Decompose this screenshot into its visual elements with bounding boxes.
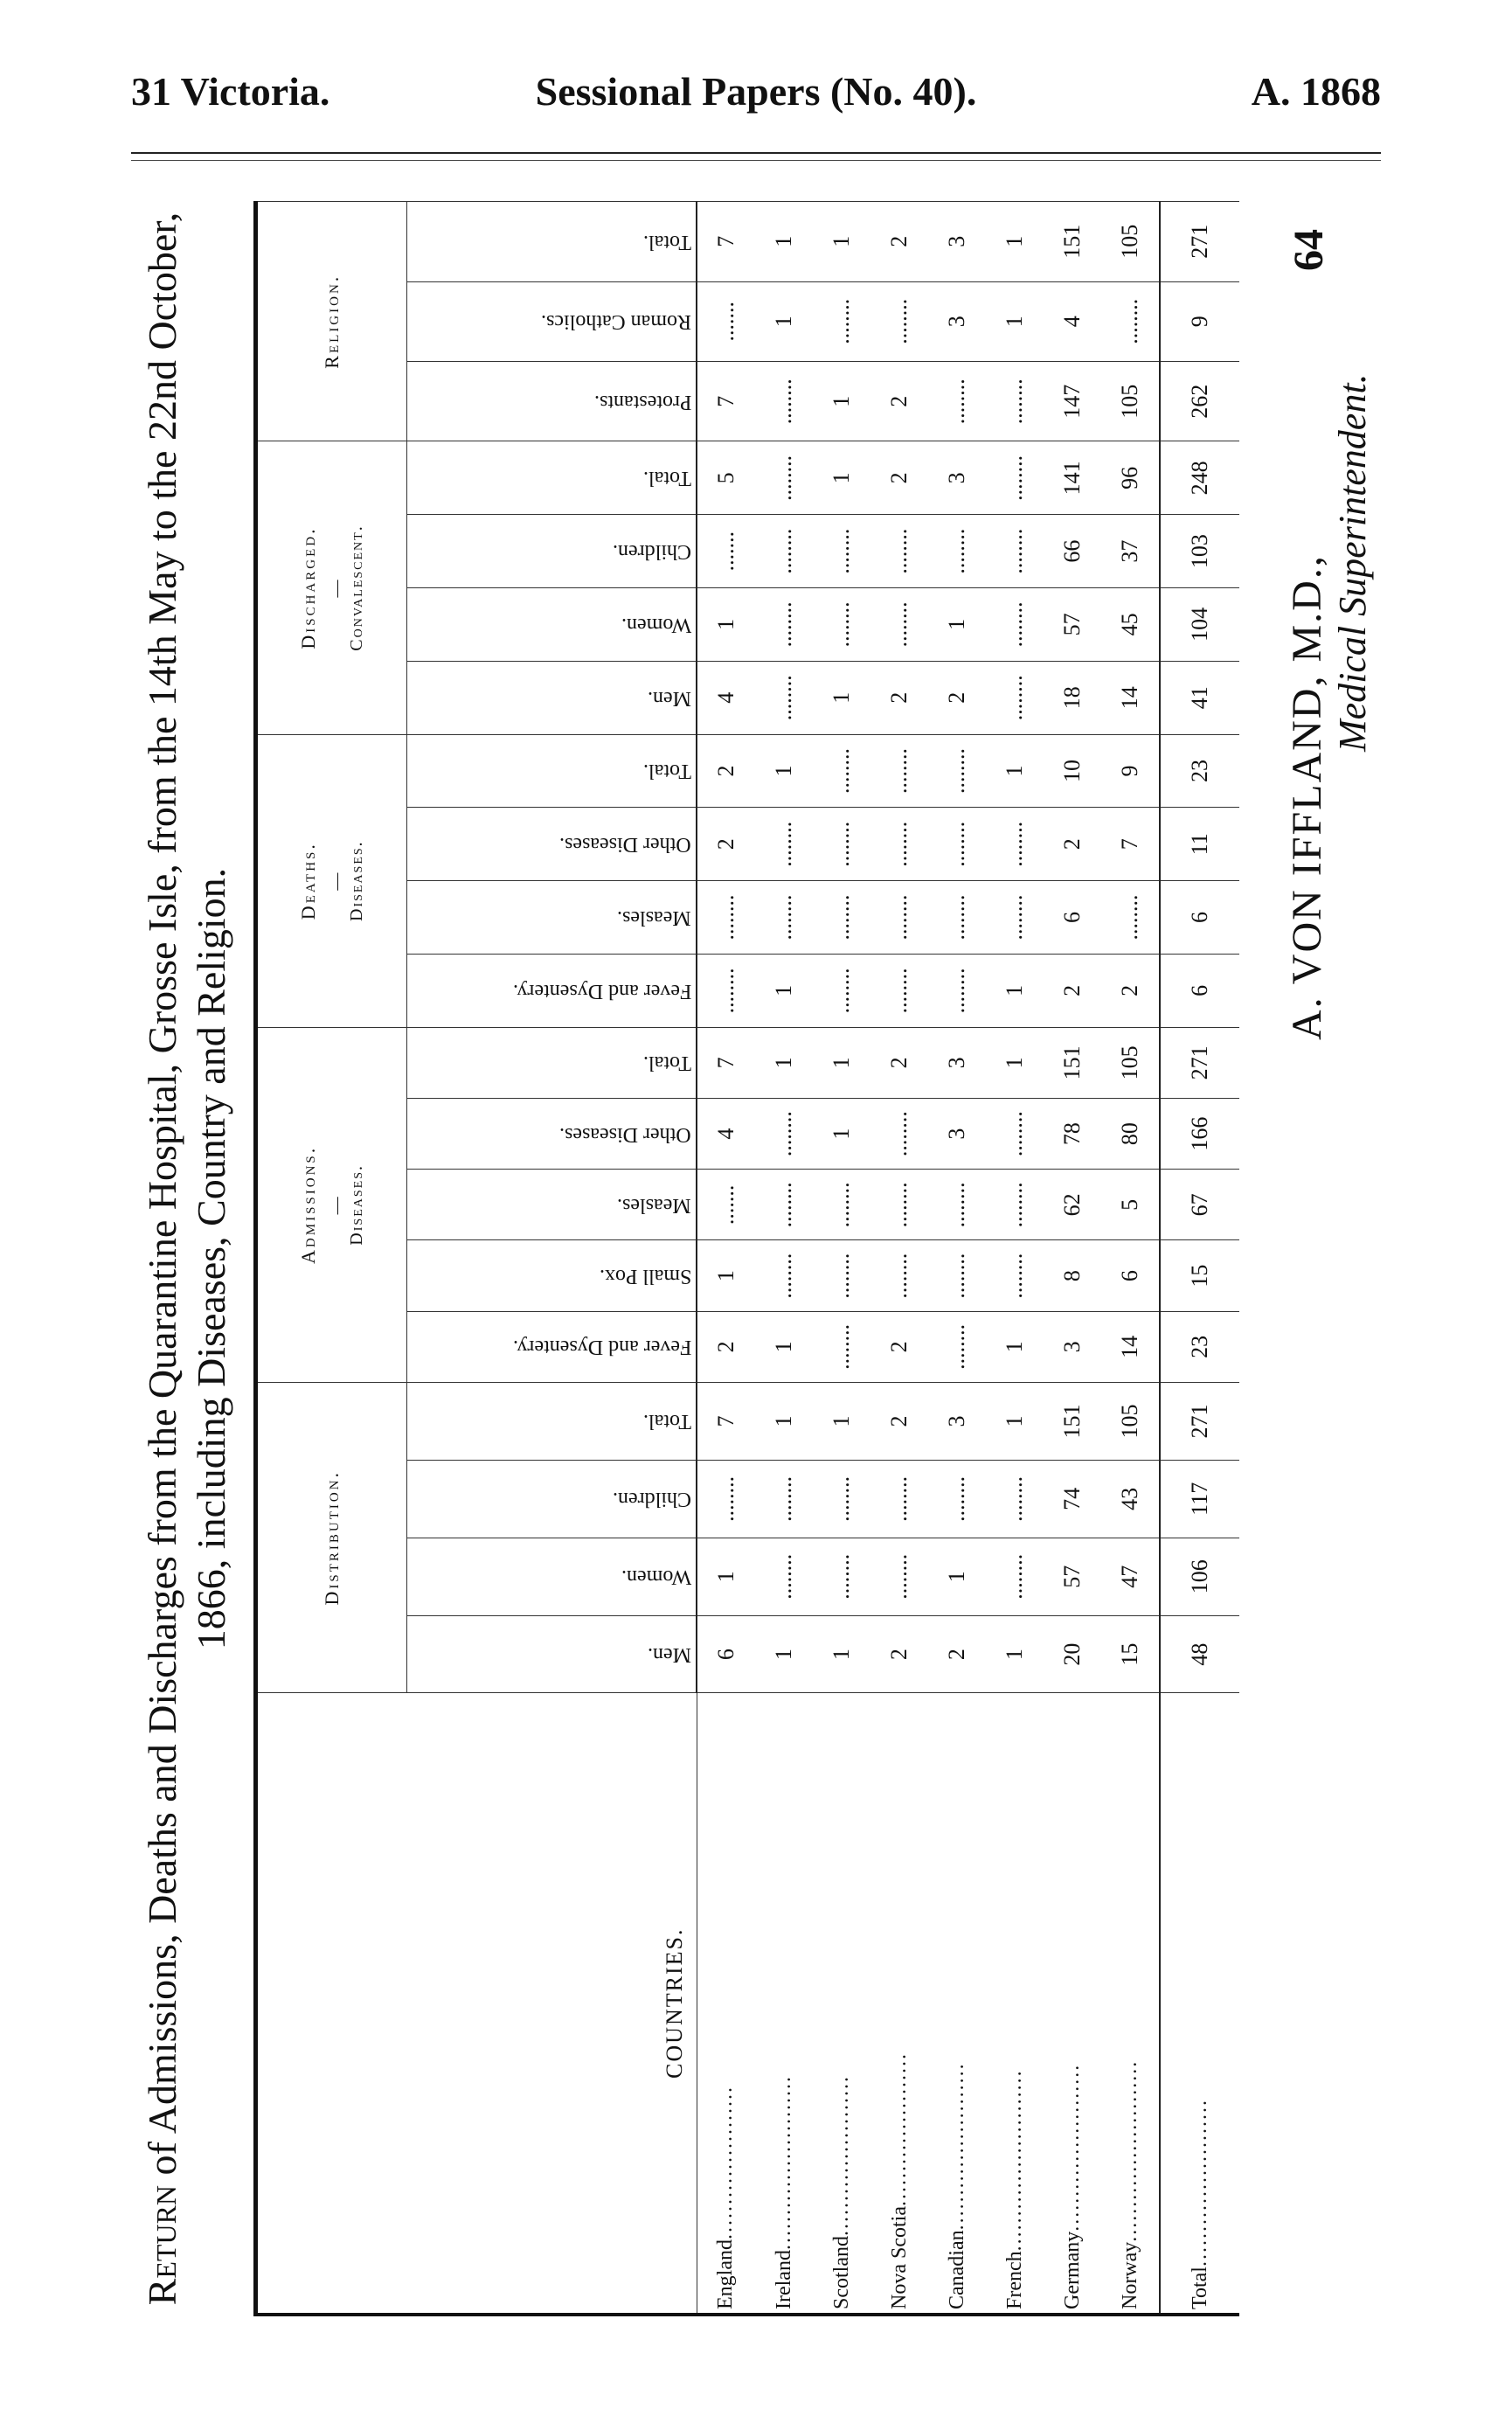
cell-adm-1: ........ [928,1240,986,1311]
table-row [928,202,986,2315]
cell-adm-2: 5 [1101,1170,1160,1240]
cell-dis-0: ........ [755,661,813,734]
cell-dist-0: 6 [697,1615,755,1693]
cell-deaths-3: ........ [813,734,870,808]
cell-dist-2: 117 [1160,1460,1239,1538]
cell-dis-1: ........ [986,588,1044,662]
cell-adm-2: 67 [1160,1170,1239,1240]
cell-adm-2: ........ [755,1170,813,1240]
cell-deaths-3: 10 [1044,734,1101,808]
cell-dis-3: ........ [755,441,813,515]
cell-deaths-1: ........ [986,881,1044,955]
table-row [697,202,755,2315]
header-rule-thin [131,160,1381,161]
cell-dis-0: 14 [1101,661,1160,734]
cell-deaths-3: ........ [870,734,928,808]
cell-deaths-0: 2 [1044,954,1101,1027]
cell-dis-3: 3 [928,441,986,515]
cell-adm-2: ........ [870,1170,928,1240]
cell-rel-2: 1 [813,202,870,282]
cell-deaths-0: ........ [697,954,755,1027]
table-body [697,202,1239,2315]
cell-dist-3: 105 [1101,1383,1160,1461]
cell-dist-1: ........ [813,1538,870,1615]
cell-dist-2: ........ [697,1460,755,1538]
cell-adm-4: 7 [697,1027,755,1098]
cell-dist-2: ........ [986,1460,1044,1538]
cell-adm-2: ........ [928,1170,986,1240]
cell-dist-3: 2 [870,1383,928,1461]
cell-rel-1: ........ [870,281,928,361]
cell-dist-3: 1 [986,1383,1044,1461]
cell-adm-3: ........ [870,1099,928,1170]
cell-deaths-1: ........ [813,881,870,955]
col-header-dis-2: Children. [407,515,697,588]
cell-adm-0: 1 [986,1311,1044,1382]
cell-dist-3: 271 [1160,1383,1239,1461]
cell-dis-1: ........ [813,588,870,662]
cell-dist-2: ........ [870,1460,928,1538]
cell-adm-0: 1 [755,1311,813,1382]
table-row [755,202,813,2315]
cell-deaths-3: 23 [1160,734,1239,808]
cell-dis-3: 96 [1101,441,1160,515]
country-cell: Norway.......................... [1101,1693,1160,2315]
cell-dis-3: ........ [986,441,1044,515]
header-right: A. 1868 [1251,69,1381,114]
cell-adm-3: 4 [697,1099,755,1170]
cell-deaths-1: 6 [1044,881,1101,955]
cell-deaths-3: 2 [697,734,755,808]
cell-adm-3: ........ [986,1099,1044,1170]
cell-adm-1: ........ [755,1240,813,1311]
return-table-wrap [253,201,1239,2316]
col-header-deaths-3: Total. [407,734,697,808]
country-cell: England...................... [697,1693,755,2315]
cell-dist-3: 1 [755,1383,813,1461]
header-center: Sessional Papers (No. 40). [535,69,977,114]
total-row [1160,202,1239,2315]
cell-rel-1: 3 [928,281,986,361]
cell-dist-3: 3 [928,1383,986,1461]
cell-adm-2: 62 [1044,1170,1101,1240]
cell-dis-2: 103 [1160,515,1239,588]
cell-dis-3: 5 [697,441,755,515]
cell-adm-1: 6 [1101,1240,1160,1311]
cell-adm-4: 1 [813,1027,870,1098]
cell-deaths-2: ........ [755,808,813,881]
cell-dist-3: 7 [697,1383,755,1461]
cell-dis-3: 141 [1044,441,1101,515]
cell-dis-1: ........ [870,588,928,662]
cell-dist-2: ........ [813,1460,870,1538]
signature-title: Medical Superintendent. [1331,373,1374,752]
cell-dist-1: 57 [1044,1538,1101,1615]
cell-adm-0: ........ [813,1311,870,1382]
cell-dis-0: 4 [697,661,755,734]
cell-deaths-0: 1 [755,954,813,1027]
rotated-page-content [122,166,1416,2351]
cell-deaths-0: ........ [928,954,986,1027]
table-row [986,202,1044,2315]
col-header-dist-1: Women. [407,1538,697,1615]
cell-dist-3: 151 [1044,1383,1101,1461]
cell-adm-1: ........ [813,1240,870,1311]
cell-dis-0: 2 [928,661,986,734]
cell-deaths-0: ........ [870,954,928,1027]
col-header-dis-0: Men. [407,661,697,734]
cell-deaths-2: ........ [986,808,1044,881]
cell-rel-2: 151 [1044,202,1101,282]
cell-dist-2: 43 [1101,1460,1160,1538]
header-rule [131,152,1381,154]
cell-dist-0: 1 [755,1615,813,1693]
cell-adm-3: ........ [755,1099,813,1170]
col-header-dist-3: Total. [407,1383,697,1461]
group-discharged: Discharged. — Convalescent. [256,441,407,734]
cell-dis-2: ....... [697,515,755,588]
cell-rel-2: 1 [986,202,1044,282]
cell-deaths-1: ........ [755,881,813,955]
cell-rel-2: 7 [697,202,755,282]
cell-deaths-3: 9 [1101,734,1160,808]
table-row [1101,202,1160,2315]
cell-adm-3: 78 [1044,1099,1101,1170]
cell-dis-3: 248 [1160,441,1239,515]
cell-adm-2: ....... [697,1170,755,1240]
cell-rel-0: 105 [1101,362,1160,441]
group-admissions: Admissions. — Diseases. [256,1027,407,1382]
cell-dis-2: ........ [928,515,986,588]
cell-dist-0: 2 [928,1615,986,1693]
header-left: 31 Victoria. [131,69,330,114]
cell-dis-2: 66 [1044,515,1101,588]
col-header-adm-3: Other Diseases. [407,1099,697,1170]
cell-dis-3: 2 [870,441,928,515]
cell-rel-1: 9 [1160,281,1239,361]
cell-deaths-0: ........ [813,954,870,1027]
cell-dis-2: 37 [1101,515,1160,588]
table-row [813,202,870,2315]
cell-dis-0: 2 [870,661,928,734]
signature-name: A. VON IFFLAND, M.D., [1284,554,1330,1040]
cell-dist-0: 1 [813,1615,870,1693]
table-title [138,201,236,2316]
col-header-deaths-0: Fever and Dysentery. [407,954,697,1027]
cell-adm-4: 151 [1044,1027,1101,1098]
countries-header: COUNTRIES. [256,1693,697,2315]
cell-adm-3: 3 [928,1099,986,1170]
col-header-deaths-2: Other Diseases. [407,808,697,881]
cell-dist-3: 1 [813,1383,870,1461]
group-distribution: Distribution. [256,1383,407,1694]
cell-adm-4: 271 [1160,1027,1239,1098]
cell-adm-4: 1 [986,1027,1044,1098]
cell-rel-0: ........ [986,362,1044,441]
col-header-adm-4: Total. [407,1027,697,1098]
cell-dist-1: ........ [870,1538,928,1615]
cell-dis-2: ........ [986,515,1044,588]
cell-rel-2: 2 [870,202,928,282]
cell-dist-1: 47 [1101,1538,1160,1615]
cell-adm-0: 3 [1044,1311,1101,1382]
cell-deaths-0: 1 [986,954,1044,1027]
cell-deaths-1: ........ [697,881,755,955]
cell-adm-3: 1 [813,1099,870,1170]
country-cell: Canadian........................ [928,1693,986,2315]
cell-rel-2: 1 [755,202,813,282]
cell-deaths-3: 1 [755,734,813,808]
title-lead: Return [140,2184,184,2306]
cell-adm-1: ........ [986,1240,1044,1311]
cell-dis-2: ........ [870,515,928,588]
cell-dis-2: ........ [813,515,870,588]
cell-deaths-2: ........ [870,808,928,881]
cell-rel-0: 262 [1160,362,1239,441]
cell-rel-0: 147 [1044,362,1101,441]
cell-adm-2: ........ [813,1170,870,1240]
cell-dis-1: 1 [928,588,986,662]
cell-adm-1: 15 [1160,1240,1239,1311]
cell-dist-1: ........ [755,1538,813,1615]
cell-dis-0: ........ [986,661,1044,734]
col-header-adm-1: Small Pox. [407,1240,697,1311]
cell-adm-0: 14 [1101,1311,1160,1382]
cell-dist-1: 106 [1160,1538,1239,1615]
signature-block [1285,201,1376,1040]
cell-dist-2: 74 [1044,1460,1101,1538]
return-table [253,201,1239,2316]
cell-rel-2: 271 [1160,202,1239,282]
col-header-adm-2: Measles. [407,1170,697,1240]
cell-dis-0: 41 [1160,661,1239,734]
table-row [1044,202,1101,2315]
cell-dis-0: 1 [813,661,870,734]
cell-deaths-2: ........ [813,808,870,881]
cell-dist-0: 2 [870,1615,928,1693]
cell-deaths-1: 6 [1160,881,1239,955]
cell-rel-1: 4 [1044,281,1101,361]
cell-rel-0: 7 [697,362,755,441]
cell-dist-2: ........ [928,1460,986,1538]
cell-deaths-0: 6 [1160,954,1239,1027]
group-religion: Religion. [256,202,407,441]
cell-dist-1: 1 [928,1538,986,1615]
cell-deaths-2: 2 [697,808,755,881]
cell-rel-2: 105 [1101,202,1160,282]
col-header-dist-2: Children. [407,1460,697,1538]
cell-adm-3: 166 [1160,1099,1239,1170]
cell-adm-0: ........ [928,1311,986,1382]
cell-adm-2: ........ [986,1170,1044,1240]
cell-adm-4: 3 [928,1027,986,1098]
country-cell: Ireland......................... [755,1693,813,2315]
country-cell: Nova Scotia...................... [870,1693,928,2315]
col-header-dist-0: Men. [407,1615,697,1693]
cell-deaths-0: 2 [1101,954,1160,1027]
table-row [870,202,928,2315]
cell-deaths-1: ........ [1101,881,1160,955]
group-header-row [256,202,407,2315]
col-header-rel-2: Total. [407,202,697,282]
cell-adm-4: 2 [870,1027,928,1098]
cell-rel-2: 3 [928,202,986,282]
cell-adm-4: 1 [755,1027,813,1098]
page-number: 64 [1286,229,1332,271]
cell-rel-0: ........ [755,362,813,441]
cell-adm-1: 1 [697,1240,755,1311]
cell-dis-1: 1 [697,588,755,662]
cell-dis-2: ........ [755,515,813,588]
cell-dis-0: 18 [1044,661,1101,734]
cell-adm-4: 105 [1101,1027,1160,1098]
cell-rel-0: 2 [870,362,928,441]
cell-adm-1: ........ [870,1240,928,1311]
cell-dist-1: 1 [697,1538,755,1615]
cell-dis-1: 57 [1044,588,1101,662]
cell-deaths-3: ........ [928,734,986,808]
cell-deaths-1: ........ [928,881,986,955]
cell-dist-0: 15 [1101,1615,1160,1693]
cell-deaths-3: 1 [986,734,1044,808]
cell-adm-1: 8 [1044,1240,1101,1311]
cell-rel-1: 1 [986,281,1044,361]
cell-rel-1: ....... [697,281,755,361]
col-header-dis-3: Total. [407,441,697,515]
cell-rel-0: 1 [813,362,870,441]
col-header-adm-0: Fever and Dysentery. [407,1311,697,1382]
country-cell: Total........................ [1160,1693,1239,2315]
country-cell: Germany........................ [1044,1693,1101,2315]
group-deaths: Deaths. — Diseases. [256,734,407,1027]
cell-deaths-1: ........ [870,881,928,955]
col-header-rel-0: Protestants. [407,362,697,441]
title-rest: of Admissions, Deaths and Discharges from the Quarantine Hospital, Grosse Isle, from the 14th May to the 22nd October, 1866, including Diseases, Country and Religion. [140,212,233,2185]
country-cell: French.......................... [986,1693,1044,2315]
cell-dist-1: ........ [986,1538,1044,1615]
cell-dist-0: 48 [1160,1615,1239,1693]
cell-dist-0: 1 [986,1615,1044,1693]
cell-dis-1: ........ [755,588,813,662]
cell-adm-0: 2 [697,1311,755,1382]
cell-deaths-2: 11 [1160,808,1239,881]
col-header-rel-1: Roman Catholics. [407,281,697,361]
country-cell: Scotland....................... [813,1693,870,2315]
cell-dis-1: 104 [1160,588,1239,662]
cell-adm-0: 23 [1160,1311,1239,1382]
cell-deaths-2: ........ [928,808,986,881]
cell-rel-1: ........ [1101,281,1160,361]
cell-adm-0: 2 [870,1311,928,1382]
cell-dis-3: 1 [813,441,870,515]
cell-deaths-2: 2 [1044,808,1101,881]
cell-dist-0: 20 [1044,1615,1101,1693]
cell-dis-1: 45 [1101,588,1160,662]
cell-adm-3: 80 [1101,1099,1160,1170]
cell-deaths-2: 7 [1101,808,1160,881]
cell-rel-1: 1 [755,281,813,361]
col-header-deaths-1: Measles. [407,881,697,955]
cell-rel-1: ........ [813,281,870,361]
col-header-dis-1: Women. [407,588,697,662]
cell-rel-0: ........ [928,362,986,441]
running-header [131,69,1381,133]
cell-dist-2: ........ [755,1460,813,1538]
